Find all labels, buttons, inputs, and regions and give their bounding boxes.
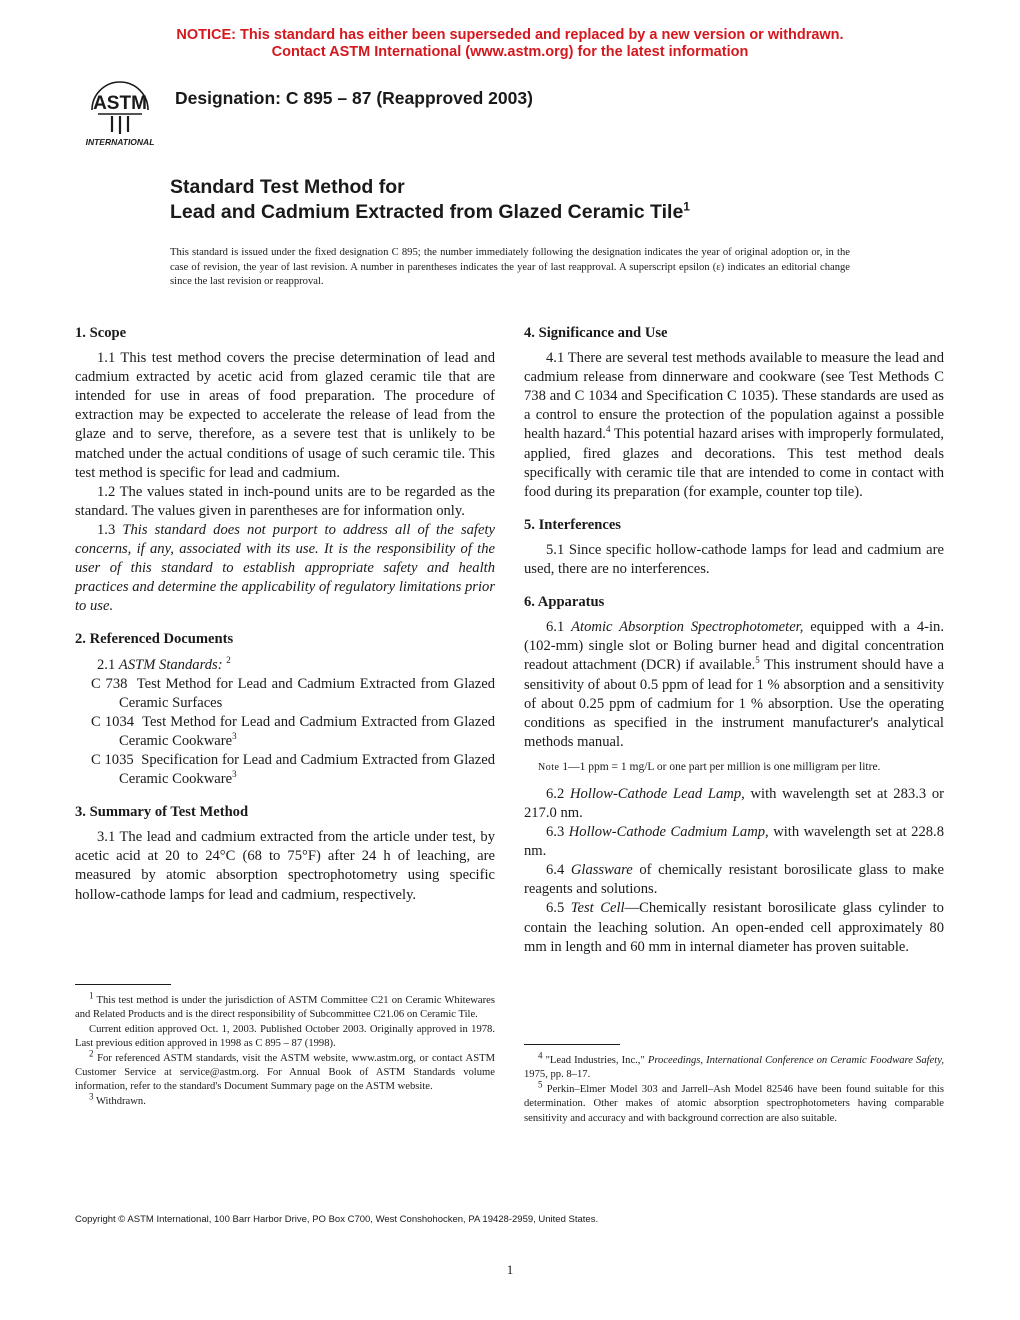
footnote-3: $^3$ Withdrawn. xyxy=(89,1091,146,1107)
copyright: Copyright © ASTM International, 100 Barr Harbor Drive, PO Box C700, West Conshohocken, PA 19428-2959, United States. xyxy=(75,1214,599,1225)
footnote-rule-left xyxy=(75,984,171,985)
footnotes-left xyxy=(75,990,495,1109)
ref-c1034: C 1034 Test Method for Lead and Cadmium Extracted from Glazed Ceramic Cookware$^3$ xyxy=(91,713,495,749)
designation: Designation: C 895 – 87 (Reapproved 2003) xyxy=(175,88,533,108)
para-6-5: 6.5 Test Cell—Chemically resistant borosilicate glass cylinder to contain the leaching solution. An open-ended cell approximately 80 mm in length and 60 mm in internal diameter has proven suitable. xyxy=(524,900,944,955)
para-6-3: 6.3 Hollow-Cathode Cadmium Lamp, with wavelength set at 228.8 nm. xyxy=(524,824,944,860)
para-2-1: 2.1 ASTM Standards: $^2$ xyxy=(97,654,231,673)
left-column xyxy=(75,324,495,905)
heading-referenced: 2. Referenced Documents xyxy=(75,631,234,648)
footnote-5: $^5$ Perkin–Elmer Model 303 and Jarrell–Ash Model 82546 have been found suitable for this determination. Other makes of atomic absorption spectrophotometers having comparable sensitivity and accuracy and with background correction are also suitable. xyxy=(524,1079,944,1124)
heading-significance: 4. Significance and Use xyxy=(524,325,668,341)
right-column xyxy=(524,324,944,957)
footnote-2: $^2$ For referenced ASTM standards, visit the ASTM website, www.astm.org, or contact ASTM Customer Service at service@astm.org. For Annual Book of ASTM Standards volume information, refer to the standard's Document Summary page on the ASTM website. xyxy=(75,1048,495,1093)
para-5-1: 5.1 Since specific hollow-cathode lamps for lead and cadmium are used, there are no interferences. xyxy=(524,541,944,578)
heading-summary: 3. Summary of Test Method xyxy=(75,804,249,821)
title-line-1: Standard Test Method for xyxy=(170,176,405,198)
heading-interferences: 5. Interferences xyxy=(524,516,621,533)
footnote-4: $^4$ "Lead Industries, Inc.," Proceedings, International Conference on Ceramic Foodware Safety, 1975, pp. 8–17. xyxy=(524,1050,945,1081)
document-title xyxy=(170,175,690,225)
footnote-1b: Current edition approved Oct. 1, 2003. Published October 2003. Originally approved in 1978. Last previous edition approved in 1998 as C 895 – 87 (1998). xyxy=(75,1023,495,1050)
para-6-2: 6.2 Hollow-Cathode Lead Lamp, with wavelength set at 283.3 or 217.0 nm. xyxy=(524,785,945,821)
ref-c1035: C 1035 Specification for Lead and Cadmium Extracted from Glazed Ceramic Cookware$^3$ xyxy=(91,751,495,788)
page-number: 1 xyxy=(506,1262,514,1277)
heading-apparatus: 6. Apparatus xyxy=(524,594,605,611)
footnote-rule-right xyxy=(524,1044,620,1045)
ref-c738: C 738 Test Method for Lead and Cadmium Extracted from Glazed Ceramic Surfaces xyxy=(91,675,495,711)
logo-bottom-text: INTERNATIONAL xyxy=(85,137,155,147)
para-1-3: 1.3 This standard does not purport to address all of the safety concerns, if any, associated with its use. It is the responsibility of the user of this standard to establish appropriate safety and health practices and determine the applicability of regulatory limitations prior to use. xyxy=(75,521,495,615)
footnote-1: $^1$ This test method is under the jurisdiction of ASTM Committee C21 on Ceramic Whitewares and Related Products and is the direct responsibility of Subcommittee C21.06 on Ceramic Tile. xyxy=(75,990,495,1021)
title-footnote-mark: 1 xyxy=(683,199,690,214)
logo-top-text: ASTM xyxy=(93,93,147,114)
para-6-4: 6.4 Glassware of chemically resistant borosilicate glass to make reagents and solutions. xyxy=(524,862,944,898)
notice-banner xyxy=(0,27,1020,61)
para-1-2: 1.2 The values stated in inch-pound units are to be regarded as the standard. The values given in parentheses are for information only. xyxy=(75,483,495,519)
heading-scope: 1. Scope xyxy=(75,325,127,341)
para-3-1: 3.1 The lead and cadmium extracted from the article under test, by acetic acid at 20 to 24°C (68 to 75°F) after 24 h of leaching, are measured by atomic absorption spectrophotometry using specific hollow-cathode lamps for lead and cadmium, respectively. xyxy=(75,829,495,903)
para-4-1: 4.1 There are several test methods available to measure the lead and cadmium release from dinnerware and cookware (see Test Methods C 738 and C 1034 and Specification C 1035). These standards are used as a control to ensure the protection of the population against a possible health hazard.$^4$ This potential hazard arises with improperly formulated, applied, fired glazes and decorations. This test method deals specifically with ceramic tile that are intended to come in contact with food during its preparation (for example, counter top tile). xyxy=(524,350,944,500)
para-6-1: 6.1 Atomic Absorption Spectrophotometer, equipped with a 4-in. (102-mm) single slot or Boling burner head and digital concentration readout attachment (DCR) if available.$^5$ This instrument should have a sensitivity of about 0.5 ppm of lead for 1 % absorption and a sensitivity of about 0.25 ppm of cadmium for 1 % absorption. Use the operating conditions as specified in the instrument manufacturer's analytical methods manual. xyxy=(524,619,944,750)
note-1: Note 1—1 ppm = 1 mg/L or one part per million is one milligram per litre. xyxy=(538,760,881,773)
footnotes-right xyxy=(524,1050,945,1126)
notice-line-2: Contact ASTM International (www.astm.org) for the latest information xyxy=(271,44,749,60)
issued-note: This standard is issued under the fixed designation C 895; the number immediately following the designation indicates the year of original adoption or, in the case of revision, the year of last revision. A number in parentheses indicates the year of last reapproval. A superscript epsilon (ε) indicates an editorial change since the last revision or reapproval. xyxy=(170,247,850,287)
notice-line-1: NOTICE: This standard has either been superseded and replaced by a new version or withdrawn. xyxy=(176,27,844,43)
astm-logo xyxy=(78,76,162,150)
title-line-2: Lead and Cadmium Extracted from Glazed Ceramic Tile$^1$ xyxy=(170,199,690,223)
para-1-1: 1.1 This test method covers the precise determination of lead and cadmium extracted by acetic acid from glazed ceramic tile that are intended for use in areas of food preparation. The procedure of extraction may be expected to accelerate the release of lead from the glaze and to serve, therefore, as a severe test that is unlikely to be matched under the actual conditions of usage of such ceramic tile. This test method is specific for lead and cadmium. xyxy=(75,350,495,481)
